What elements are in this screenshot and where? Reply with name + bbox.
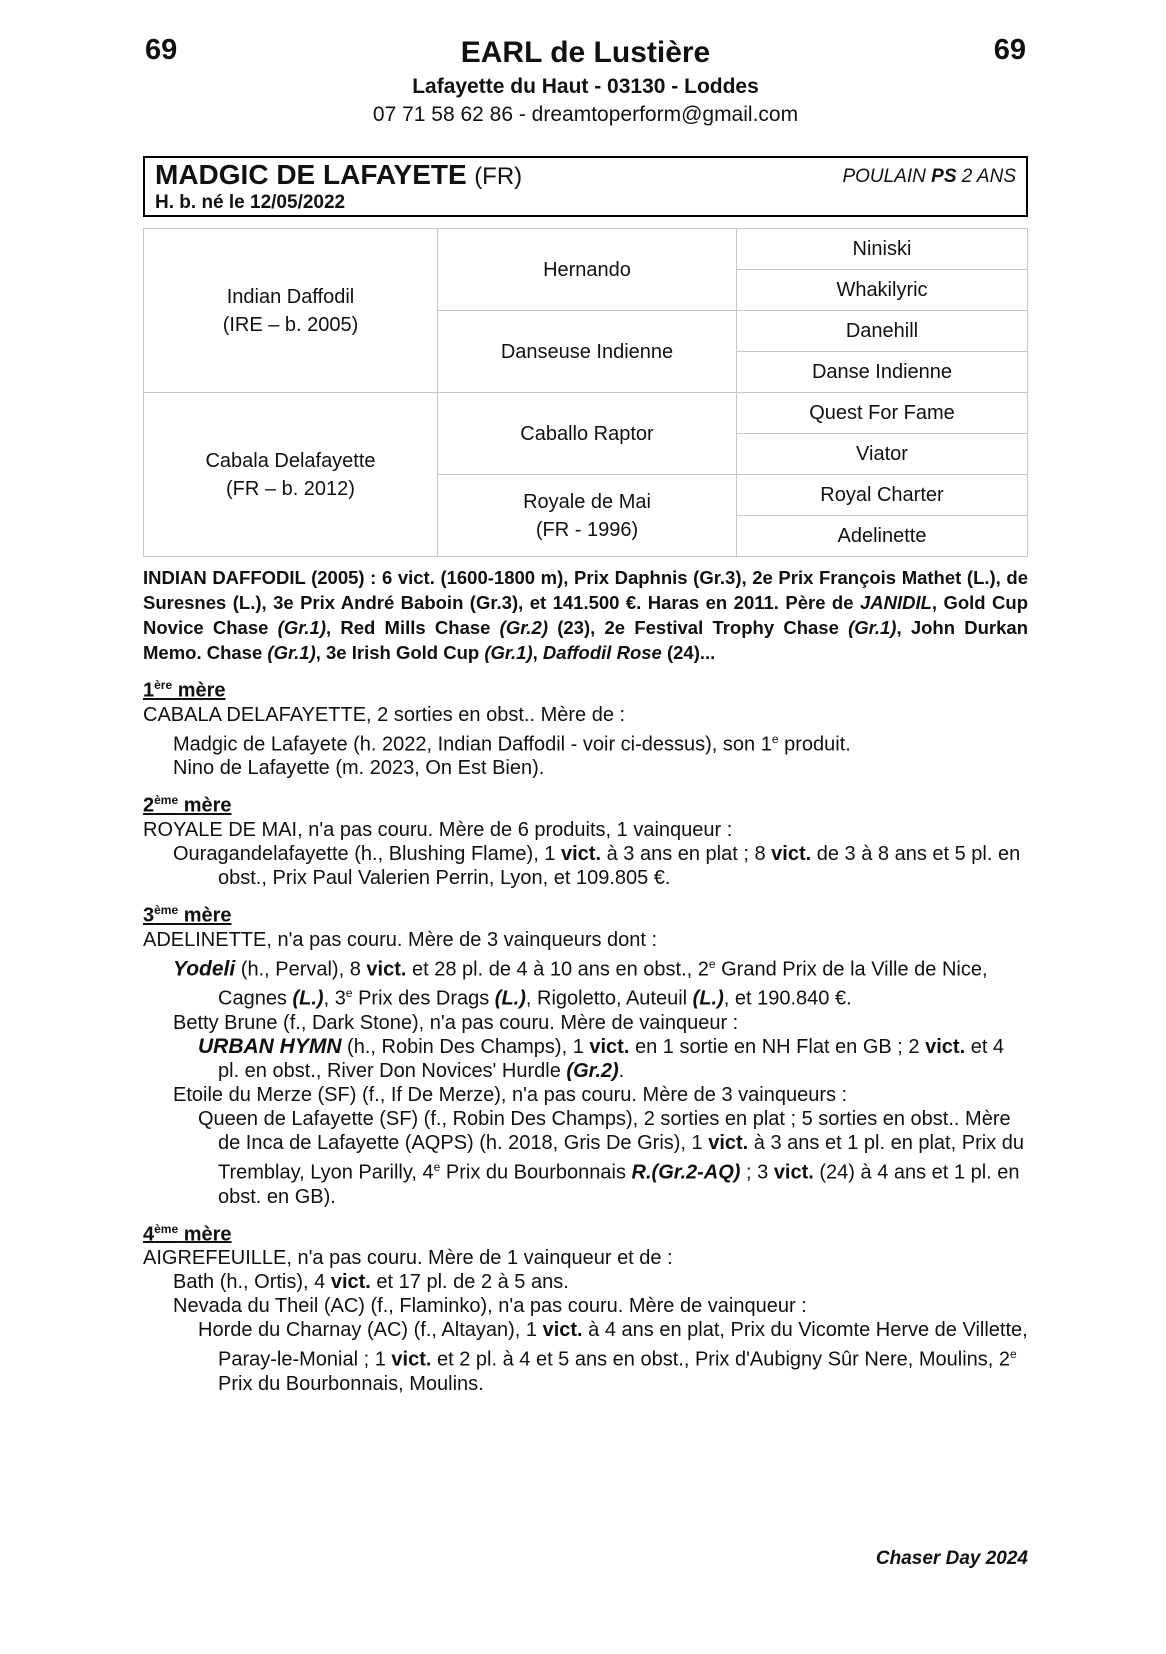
- first-dam-section: [143, 673, 1028, 780]
- pedigree-sire-dam: Danseuse Indienne: [438, 311, 737, 393]
- fourth-dam-section: [143, 1217, 1028, 1396]
- produce-line: Nino de Lafayette (m. 2023, On Est Bien).: [173, 757, 545, 780]
- produce-line: Horde du Charnay (AC) (f., Altayan), 1 vict. à 4 ans en plat, Prix du Vicomte Herve de Villette, Paray-le-Monial ; 1 vict. et 2 pl. à 4 et 5 ans en obst., Prix d'Aubigny Sûr Nere, Moulins, 2e Prix du Bourbonnais, Moulins.: [198, 1319, 1028, 1395]
- produce-line: Ouragandelafayette (h., Blushing Flame), 1 vict. à 3 ans en plat ; 8 vict. de 3 à 8 ans et 5 pl. en obst., Prix Paul Valerien Perrin, Lyon, et 109.805 €.: [173, 842, 1021, 889]
- section-title: 2ème mère: [143, 793, 232, 817]
- produce-line: Bath (h., Ortis), 4 vict. et 17 pl. de 2 à 5 ans.: [173, 1271, 569, 1294]
- pedigree-g3: Danse Indienne: [737, 352, 1028, 393]
- pedigree-g3: Royal Charter: [737, 475, 1028, 516]
- consignor-address: Lafayette du Haut - 03130 - Loddes: [412, 75, 759, 98]
- produce-line: Madgic de Lafayete (h. 2022, Indian Daffodil - voir ci-dessus), son 1e produit.: [173, 731, 851, 756]
- pedigree-g3: Adelinette: [737, 516, 1028, 557]
- pedigree-dam-dam: Royale de Mai (FR - 1996): [438, 475, 737, 557]
- dam-line: ADELINETTE, n'a pas couru. Mère de 3 vainqueurs dont :: [143, 928, 658, 951]
- pedigree-g3: Whakilyric: [737, 270, 1028, 311]
- section-title: 1ère mère: [143, 678, 226, 702]
- pedigree-g3: Quest For Fame: [737, 393, 1028, 434]
- page-header: [143, 34, 1028, 156]
- pedigree-dam: Cabala Delafayette (FR – b. 2012): [144, 393, 438, 557]
- produce-line: Queen de Lafayette (SF) (f., Robin Des Champs), 2 sorties en plat ; 5 sorties en obst.. Mère de Inca de Lafayette (AQPS) (h. 2018, Gris De Gris), 1 vict. à 3 ans et 1 pl. en plat, Prix du Tremblay, Lyon Parilly, 4e Prix du Bourbonnais R.(Gr.2-AQ) ; 3 vict. (24) à 4 ans et 1 pl. en obst. en GB).: [198, 1107, 1024, 1208]
- produce-line: Betty Brune (f., Dark Stone), n'a pas couru. Mère de vainqueur :: [173, 1011, 739, 1034]
- third-dam-section: [143, 898, 1028, 1209]
- dam-line: CABALA DELAFAYETTE, 2 sorties en obst.. Mère de :: [143, 703, 626, 726]
- consignor-name: EARL de Lustière: [460, 36, 711, 69]
- horse-country: (FR): [474, 163, 523, 190]
- lot-number-left: 69: [145, 34, 178, 66]
- pedigree-dam-sire: Caballo Raptor: [438, 393, 737, 475]
- catalogue-page: [143, 34, 1028, 1396]
- produce-line: Etoile du Merze (SF) (f., If De Merze), n'a pas couru. Mère de 3 vainqueurs :: [173, 1083, 848, 1106]
- pedigree-sire: Indian Daffodil (IRE – b. 2005): [144, 229, 438, 393]
- sire-description: INDIAN DAFFODIL (2005) : 6 vict. (1600-1800 m), Prix Daphnis (Gr.3), 2e Prix François Mathet (L.), de Suresnes (L.), 3e Prix André Baboin (Gr.3), et 141.500 €. Haras en 2011. Père de JANIDIL, Gold Cup Novice Chase (Gr.1), Red Mills Chase (Gr.2) (23), 2e Festival Trophy Chase (Gr.1), John Durkan Memo. Chase (Gr.1), 3e Irish Gold Cup (Gr.1), Daffodil Rose (24)...: [143, 567, 1029, 663]
- pedigree-table: [143, 228, 1028, 557]
- produce-line: Yodeli (h., Perval), 8 vict. et 28 pl. de 4 à 10 ans en obst., 2e Grand Prix de la Ville de Nice, Cagnes (L.), 3e Prix des Drags (L.), Rigoletto, Auteuil (L.), et 190.840 €.: [173, 956, 988, 1010]
- dam-line: AIGREFEUILLE, n'a pas couru. Mère de 1 vainqueur et de :: [143, 1247, 673, 1270]
- horse-birth: H. b. né le 12/05/2022: [155, 192, 346, 213]
- pedigree-g3: Niniski: [737, 229, 1028, 270]
- pedigree-g3: Danehill: [737, 311, 1028, 352]
- produce-line: Nevada du Theil (AC) (f., Flaminko), n'a pas couru. Mère de vainqueur :: [173, 1295, 807, 1318]
- page-footer: Chaser Day 2024: [875, 1548, 1028, 1569]
- pedigree-sire-sire: Hernando: [438, 229, 737, 311]
- horse-type: POULAIN PS 2 ANS: [842, 166, 1016, 187]
- second-dam-section: [143, 788, 1028, 890]
- section-title: 4ème mère: [143, 1221, 232, 1246]
- lot-number-right: 69: [993, 34, 1026, 66]
- produce-line: URBAN HYMN (h., Robin Des Champs), 1 vict. en 1 sortie en NH Flat en GB ; 2 vict. et 4 pl. en obst., River Don Novices' Hurdle (Gr.2).: [198, 1034, 1005, 1082]
- section-title: 3ème mère: [143, 902, 232, 927]
- consignor-contact: 07 71 58 62 86 - dreamtoperform@gmail.com: [372, 103, 799, 126]
- pedigree-g3: Viator: [737, 434, 1028, 475]
- horse-title-box: [143, 156, 1028, 217]
- horse-name: MADGIC DE LAFAYETE (FR): [155, 159, 523, 190]
- dam-line: ROYALE DE MAI, n'a pas couru. Mère de 6 produits, 1 vainqueur :: [143, 818, 733, 841]
